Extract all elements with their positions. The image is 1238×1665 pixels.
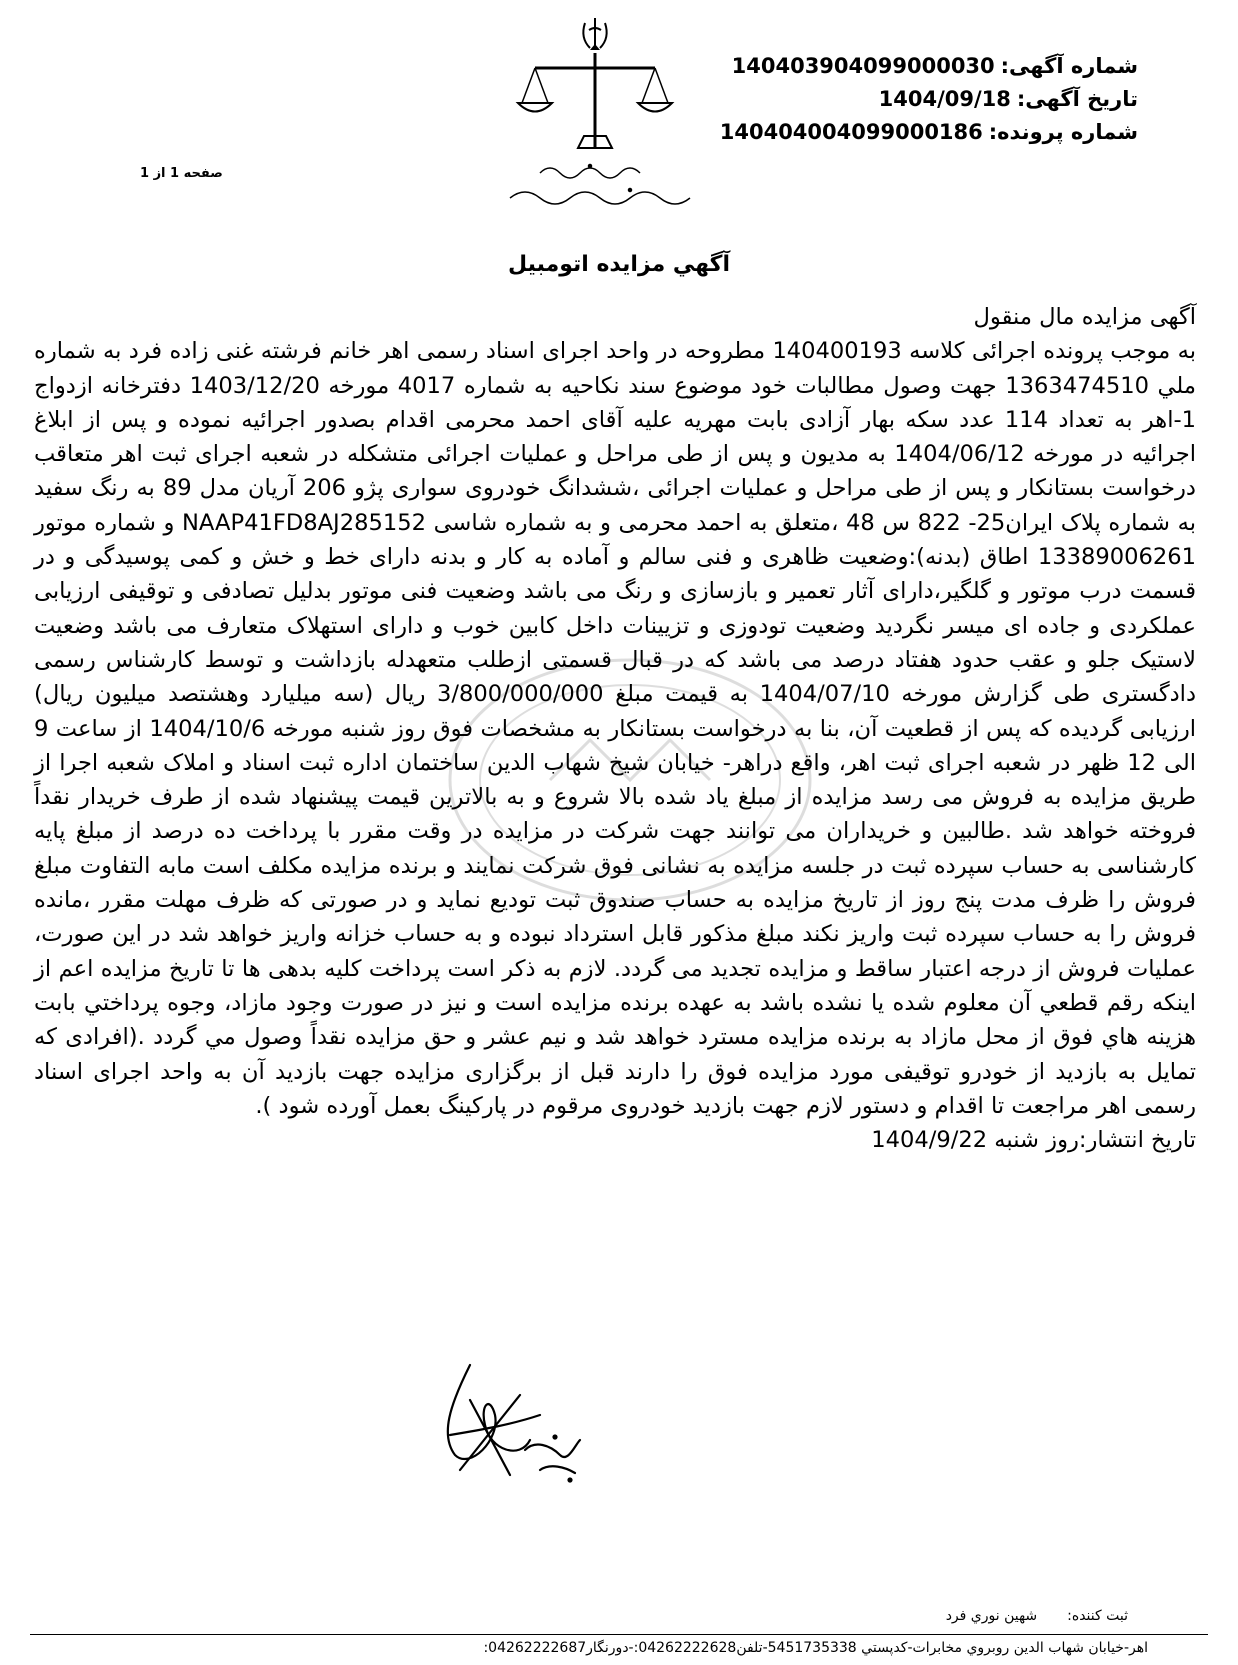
notice-date-label: تاریخ آگهی:: [1016, 87, 1138, 111]
judiciary-emblem: [500, 8, 730, 208]
notice-number: 140403904099000030: [731, 54, 995, 78]
publication-date: تاریخ انتشار:روز شنبه 1404/9/22: [871, 1127, 1196, 1154]
registrar-label: ثبت کننده:: [1067, 1608, 1128, 1624]
scales-of-justice-icon: [500, 8, 730, 208]
registrar-info: [946, 1608, 1128, 1624]
handwritten-signature: [410, 1345, 610, 1495]
notice-number-row: [731, 50, 1138, 83]
notice-date: 1404/09/18: [878, 87, 1011, 111]
notice-main-text: به موجب پرونده اجرائی کلاسه 140400193 مطروحه در واحد اجرای اسناد رسمی اهر خانم فرشته غنی زاده فرد به شماره ملي 1363474510 جهت وصول مطالبات خود موضوع سند نکاحیه به شماره 4017 مورخه 1403/12/20 دفترخانه ازدواج 1-اهر به تعداد 114 عدد سکه بهار آزادی بابت مهریه علیه آقای احمد محرمی اقدام بصدور اجرائیه نموده و پس از ابلاغ اجرائیه در مورخه 1404/06/12 به مدیون و پس از طی مراحل و عملیات اجرائی متشکله در شعبه اجرای ثبت اهر متعاقب درخواست بستانکار و پس از طی مراحل و عملیات اجرائی ،ششدانگ خودروی سواری پژو 206 آریان مدل 89 به رنگ سفید به شماره پلاک ایران25- 822 س 48 ،متعلق به احمد محرمی و به شماره شاسی NAAP41FD8AJ285152 و شماره موتور 13389006261 اطاق (بدنه):وضعیت ظاهری و فنی سالم و آماده به کار و بدنه دارای خط و خش و کمی پوسیدگی و در قسمت درب موتور و گلگیر،دارای آثار تعمیر و بازسازی و رنگ می باشد وضعیت فنی موتور بدلیل تصادفی و توقیفی ارزیابی عملکردی و جاده ای میسر نگردید وضعیت تودوزی و تزیینات داخل کابین خوب و دارای استهلاک متعارف می باشد وضعیت لاستیک جلو و عقب حدود هفتاد درصد می باشد که در قبال قسمتی ازطلب متعهدله بازداشت و توسط کارشناس رسمی دادگستری طی گزارش مورخه 1404/07/10 به قیمت مبلغ 3/800/000/000 ریال (سه میلیارد وهشتصد میلیون ریال) ارزیابی گردیده که پس از قطعیت آن، بنا به درخواست بستانکار به مشخصات فوق روز شنبه مورخه 1404/10/6 از ساعت 9 الی 12 ظهر در شعبه اجرای ثبت اهر، واقع دراهر- خیابان شیخ شهاب الدین ساختمان اداره ثبت اسناد و املاک شعبه اجرا از طریق مزایده به فروش می رسد مزایده از مبلغ یاد شده بالا شروع و به بالاترین قیمت پیشنهاد شده از طرف خریدار نقداً فروخته خواهد شد .طالبین و خریداران می توانند جهت شرکت در مزایده در وقت مقرر با پرداخت ده درصد از مبلغ پایه کارشناسی به حساب سپرده ثبت در جلسه مزایده به نشانی فوق شرکت نمایند و برنده مزایده مکلف است مابه التفاوت مبلغ فروش را ظرف مدت پنج روز از تاریخ مزایده به حساب صندوق ثبت تودیع نماید و در صورتی که ظرف مهلت مقرر ،مانده فروش را به حساب سپرده ثبت واریز نکند مبلغ مذکور قابل استرداد نبوده و به حساب خزانه واریز خواهد شد در این صورت، عملیات فروش از درجه اعتبار ساقط و مزایده تجدید می گردد. لازم به ذکر است پرداخت کلیه بدهی ها تا تاریخ مزایده اعم از اینکه رقم قطعي آن معلوم شده یا نشده باشد به عهده برنده مزایده است و نیز در صورت وجود مازاد، وجوه پرداختي بابت هزينه هاي فوق از محل مازاد به برنده مزايده مسترد خواهد شد و نیم عشر و حق مزايده نقداً وصول مي گردد .(افرادی که تمایل به بازدید از خودرو توقیفی مورد مزایده فوق را دارند قبل از برگزاری مزایده جهت بازدید آن به واحد اجرای اسناد رسمی اهر مراجعت تا اقدام و دستور لازم جهت بازدید خودروی مرقوم در پارکینگ بعمل آورده شود ).: [34, 338, 1197, 1119]
office-address: اهر-خيابان شهاب الدين روبروي مخابرات-کدپستي 5451735338-تلفن04262222628:-دورنگار04262222687:: [483, 1640, 1148, 1656]
notice-number-label: شماره آگهی:: [1000, 54, 1138, 78]
notice-lead: آگهی مزایده مال منقول: [973, 304, 1196, 330]
page-indicator: صفحه 1 از 1: [140, 166, 223, 181]
signature-graphic: [410, 1345, 610, 1495]
notice-title: آگهي مزايده اتومبيل: [507, 252, 731, 277]
notice-meta: [719, 50, 1138, 149]
notice-body: [34, 300, 1196, 1157]
case-number: 140404004099000186: [719, 120, 983, 144]
registrar-name: شهین نوري فرد: [945, 1608, 1038, 1624]
footer-divider: [30, 1634, 1208, 1635]
notice-date-row: [758, 83, 1138, 116]
case-number-label: شماره پرونده:: [988, 120, 1138, 144]
case-number-row: [719, 116, 1138, 149]
